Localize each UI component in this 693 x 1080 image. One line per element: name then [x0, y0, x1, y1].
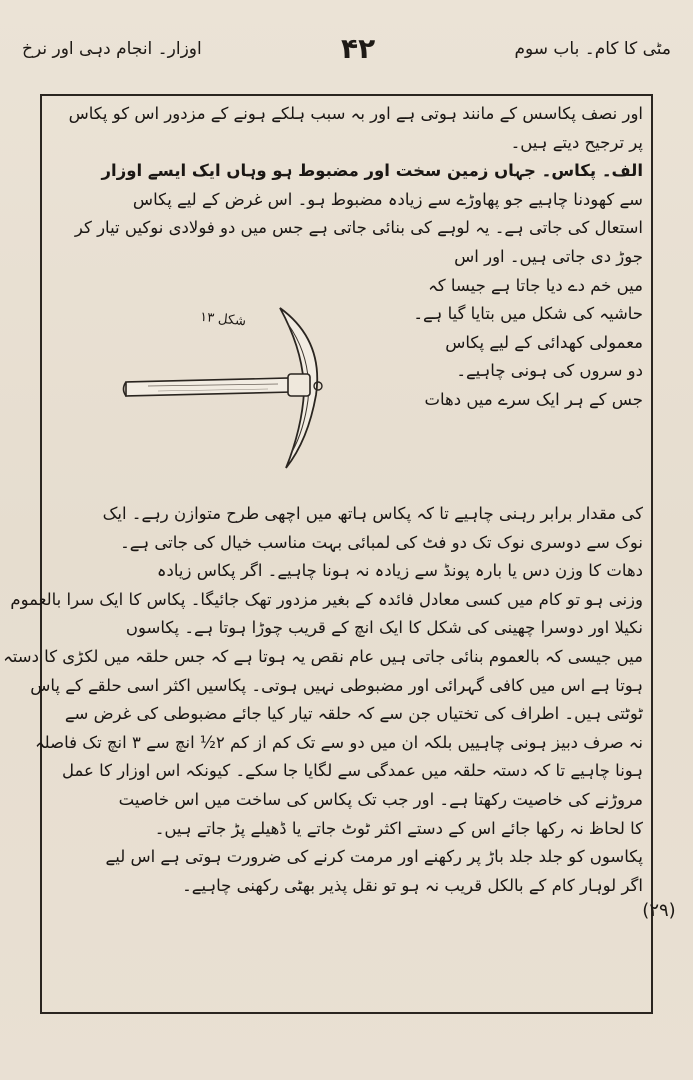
paragraph-beside-figure: [320, 243, 643, 415]
text-line: کا لحاظ نہ رکھا جائے اس کے دستے اکثر ٹوٹ جاتے یا ڈھیلے پڑ جاتے ہیں۔: [154, 818, 643, 838]
text-line: اگر لوہار کام کے بالکل قریب نہ ہو تو نقل پذیر بھٹی رکھنی چاہیے۔: [182, 875, 643, 895]
text-line: میں خم دے دیا جاتا ہے جیسا کہ: [428, 275, 643, 295]
margin-paragraph-number: (۲۹): [642, 900, 676, 921]
paragraph-bottom: [3, 500, 643, 900]
paragraph-top: [48, 100, 643, 243]
text-line: جس کے ہر ایک سرے میں دھات: [424, 389, 643, 409]
running-head-chapter: مٹی کا کام۔ باب سوم: [514, 38, 671, 59]
text-line: ہوتا ہے اس میں کافی گہرائی اور مضبوطی نہیں ہوتی۔ پکاسیں اکثر اسی حلقے کے پاس: [30, 675, 643, 695]
text-line: اور نصف پکاسس کے مانند ہوتی ہے اور بہ سبب ہلکے ہونے کے مزدور اس کو پکاس: [68, 104, 643, 123]
running-head-topic: اوزار۔ انجام دہی اور نرخ: [22, 38, 202, 59]
text-line: وزنی ہو تو کام میں کسی معادل فائدہ کے بغیر مزدور تھک جائیگا۔ پکاس کا ایک سرا بالعموم: [10, 589, 643, 609]
text-line: سے کھودنا چاہیے جو پھاوڑے سے زیادہ مضبوط ہو۔ اس غرض کے لیے پکاس: [132, 189, 643, 209]
text-line: میں جیسی کہ بالعموم بنائی جاتی ہیں عام نقص یہ ہوتا ہے کہ جس حلقہ میں لکڑی کا دستہ: [3, 646, 643, 666]
page-number: ۴۲: [341, 31, 376, 65]
text-line: نہ صرف دبیز ہونی چاہییں بلکہ ان میں دو سے تک کم از کم ۲½ انچ سے ۳ انچ تک فاصلہ: [35, 732, 643, 752]
text-line: پکاسوں کو جلد جلد باڑ پر رکھنے اور مرمت کرنے کی ضرورت ہوتی ہے اس لیے: [105, 847, 643, 867]
text-line: مروڑنے کی خاصیت رکھتا ہے۔ اور جب تک پکاس کی ساخت میں اس خاصیت: [118, 789, 643, 809]
text-line: پر ترجیح دیتے ہیں۔: [510, 132, 643, 152]
text-line: استعال کی جاتی ہے۔ یہ لوہے کی بنائی جاتی ہے جس میں دو فولادی نوکیں تیار کر: [74, 218, 643, 238]
text-line: ہونا چاہیے تا کہ دستہ حلقہ میں عمدگی سے لگایا جا سکے۔ کیونکہ اس اوزار کا عمل: [61, 761, 643, 781]
text-line: ٹوٹتی ہیں۔ اطراف کی تختیاں جن سے کہ حلقہ تیار کیا جائے مضبوطی کی غرض سے: [64, 704, 643, 724]
text-line: نکیلا اور دوسرا چھینی کی شکل کا ایک انچ کے قریب چوڑا ہوتا ہے۔ پکاسوں: [125, 618, 643, 638]
pickaxe-handle: [124, 378, 293, 396]
text-line: نوک سے دوسری نوک تک دو فٹ کی لمبائی بہت مناسب خیال کی جاتی ہے۔: [120, 532, 643, 552]
text-line: دو سروں کی ہونی چاہیے۔: [456, 361, 643, 381]
pickaxe-illustration: [118, 300, 328, 470]
section-heading-pickaxe: الف۔ پکاس۔ جہاں زمین سخت اور مضبوط ہو وہاں ایک ایسے اوزار: [101, 161, 643, 181]
figure-caption: شکل ۱۳: [199, 309, 247, 330]
text-line: حاشیہ کی شکل میں بتایا گیا ہے۔: [413, 304, 643, 324]
page-header: [22, 28, 671, 68]
text-line: دھات کا وزن دس یا بارہ پونڈ سے زیادہ نہ ہونا چاہیے۔ اگر پکاس زیادہ: [156, 561, 643, 581]
text-line: جوڑ دی جاتی ہیں۔ اور اس: [454, 247, 643, 266]
text-line: کی مقدار برابر رہنی چاہیے تا کہ پکاس ہاتھ میں اچھی طرح متوازن رہے۔ ایک: [102, 504, 643, 523]
text-line: معمولی کھدائی کے لیے پکاس: [445, 332, 643, 352]
